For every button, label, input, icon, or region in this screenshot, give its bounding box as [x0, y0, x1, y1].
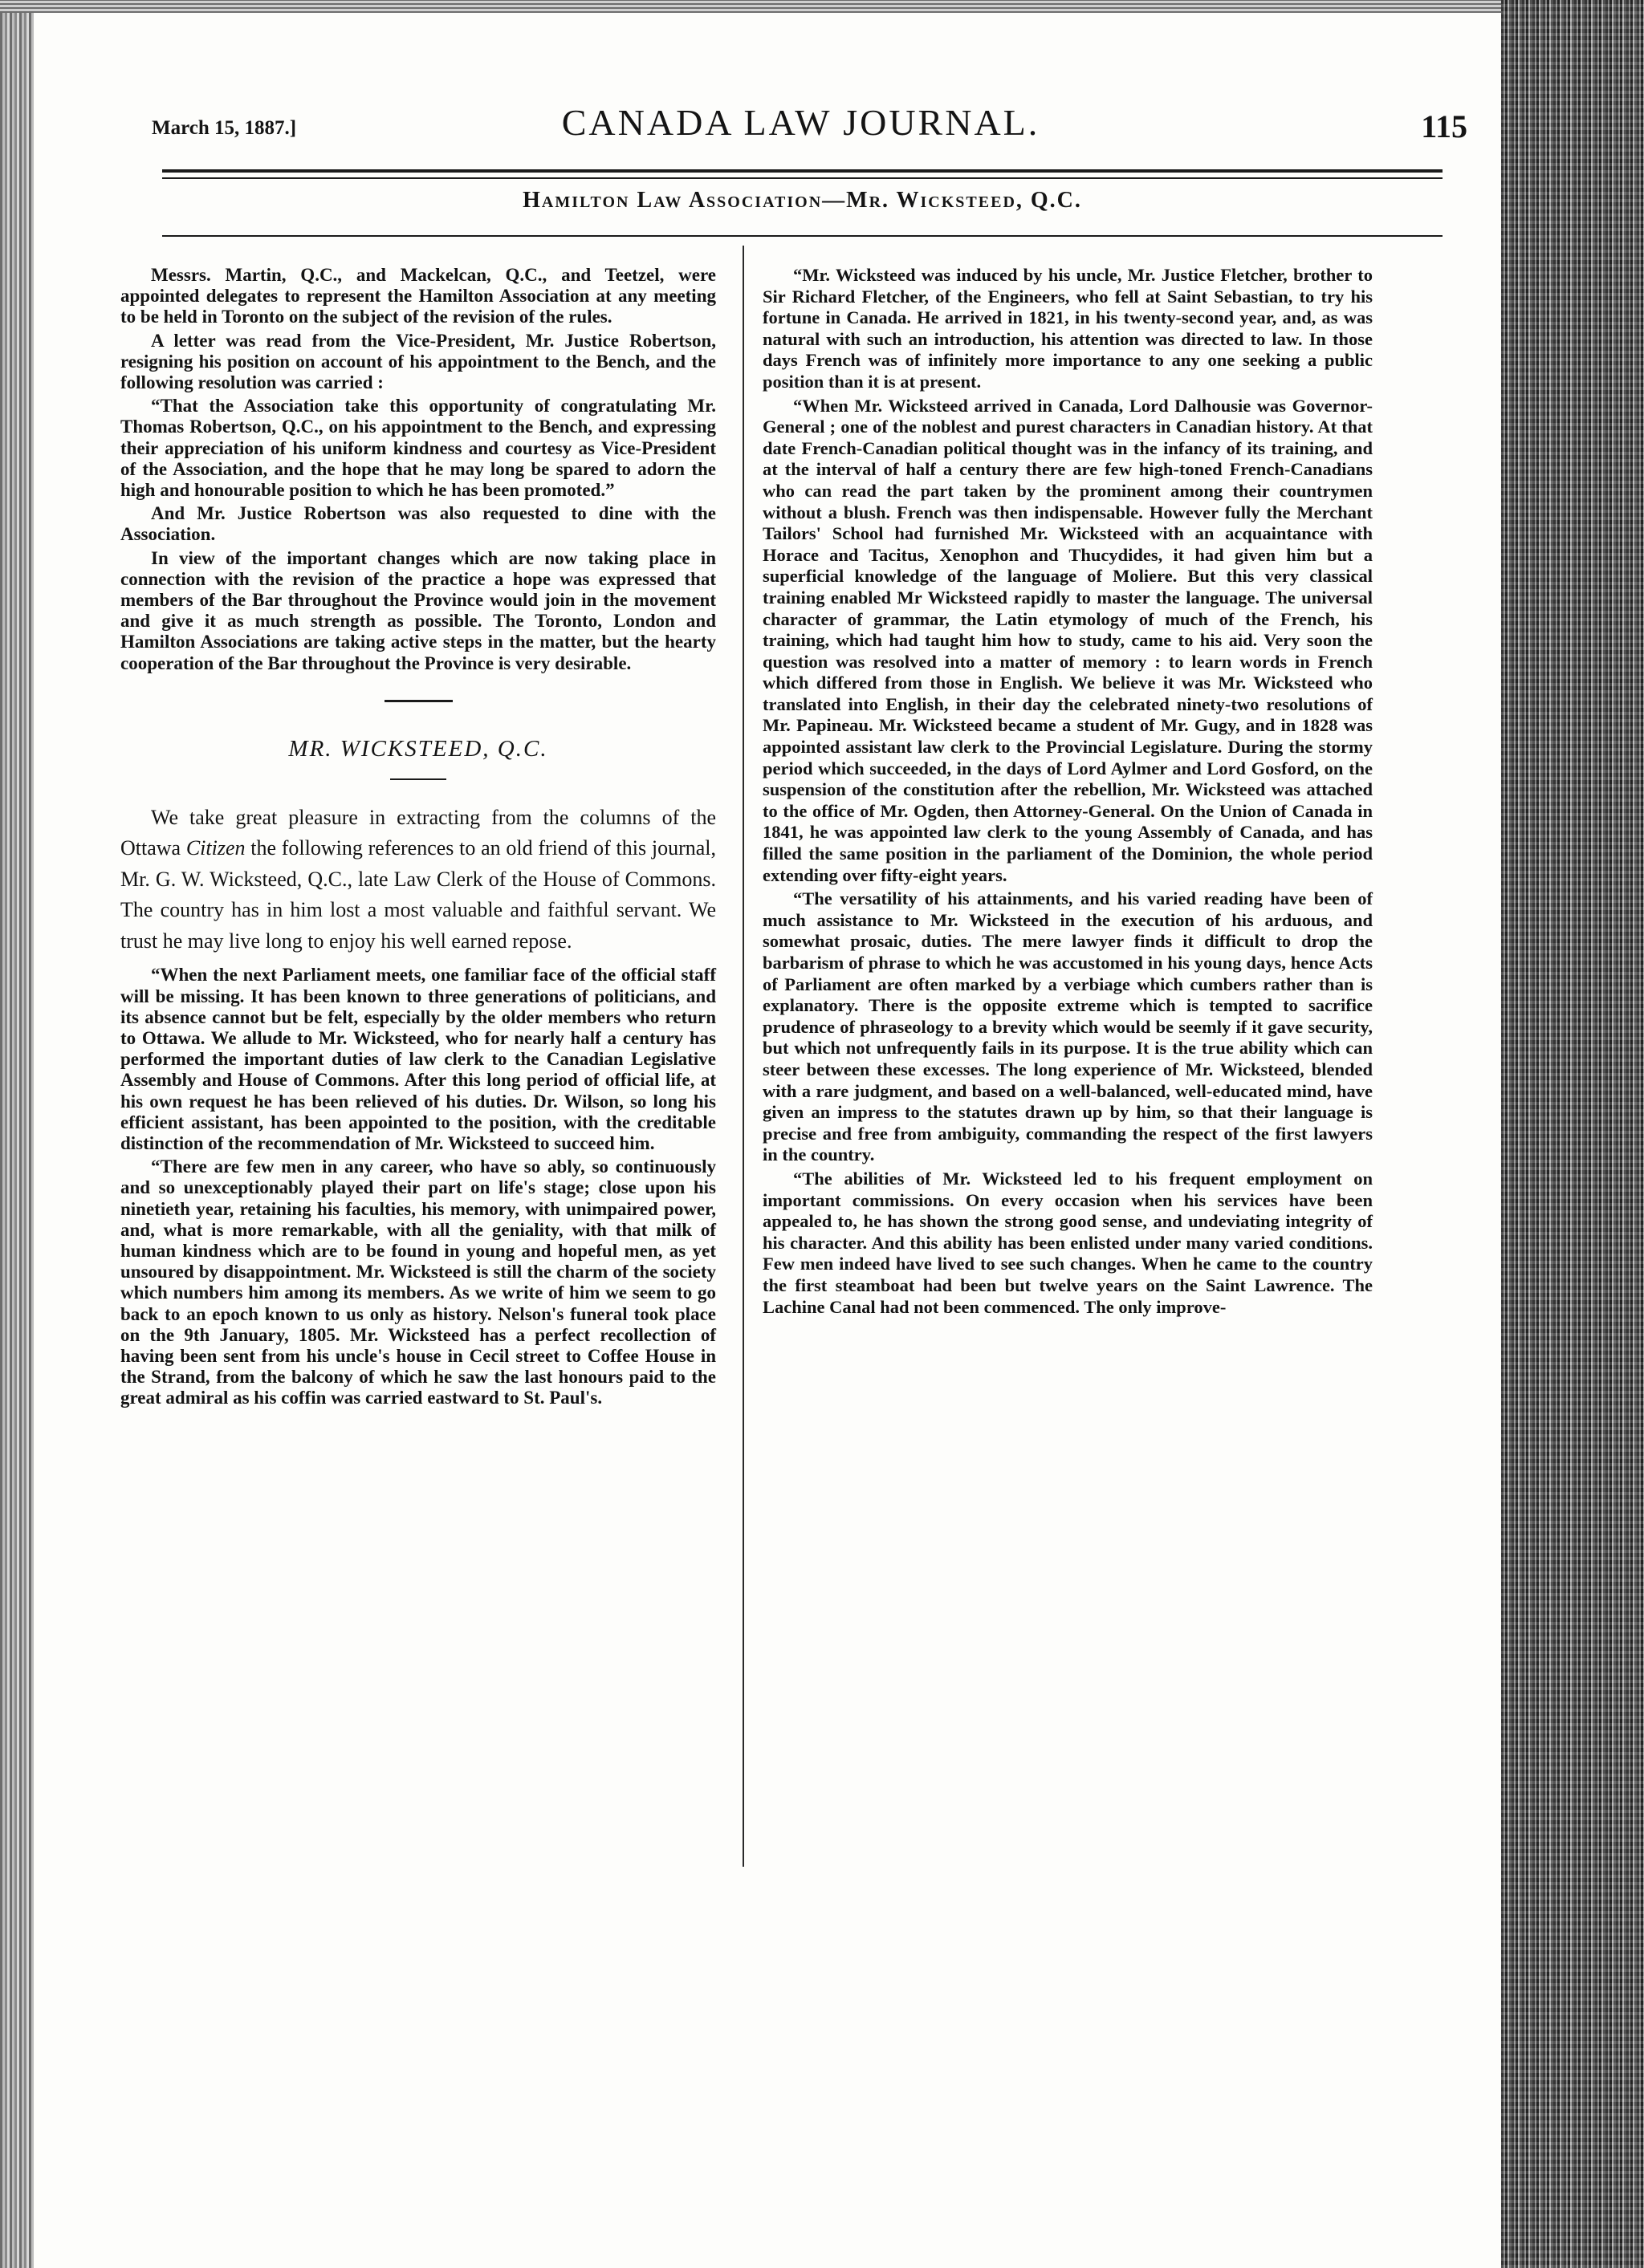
intro-text-after: the following references to an old friend of this journal, Mr. G. W. Wicksteed, Q.C., late Law Clerk of the House of Commons. The country has in him lost a most valuable and faithful servant. We trust he may live long to enjoy his well earned repose. [120, 836, 717, 953]
title-rule-top [385, 700, 453, 702]
running-header [116, 96, 1485, 152]
newspaper-name: Citizen [185, 836, 246, 860]
page-number: 115 [1421, 108, 1467, 144]
journal-title: CANADA LAW JOURNAL. [561, 102, 1040, 143]
quote-paragraph: “Mr. Wicksteed was induced by his uncle, Mr. Justice Fletcher, brother to Sir Richard Fletcher, of the Engineers, who fell at Saint Sebastian, to try his fortune in Canada. He arrived in 1821, in his twenty-second year, and, as was natural with such an introduction, his attention was directed to law. In those days French was of infinitely more importance to any one seeking a public position than it is at present. [763, 265, 1373, 392]
right-column [763, 265, 1373, 1320]
quote-paragraph: “The abilities of Mr. Wicksteed led to his frequent employment on important commissions. On every occasion when his services have been appealed to, he has shown the strong good sense, and undeviating integrity of his character. And this ability has been enlisted under many varied conditions. Few men indeed have lived to see such changes. When he came to the country the first steamboat had been but twelve years on the Saint Lawrence. The Lachine Canal had not been commenced. The only improve- [763, 1168, 1373, 1317]
header-date: March 15, 1887.] [152, 117, 297, 139]
header-rule-thick [162, 169, 1443, 173]
quote-paragraph: “When the next Parliament meets, one familiar face of the official staff will be missing. It has been known to three generations of politicians, and its absence cannot but be felt, especially by the older members who return to Ottawa. We allude to Mr. Wicksteed, who for nearly half a century has performed the important duties of law clerk to the Canadian Legislative Assembly and House of Commons. After this long period of official life, at his own request he has been relieved of his duties. Dr. Wilson, so long his efficient assistant, has been appointed to the position, with the creditable distinction of the recommendation of Mr. Wicksteed to succeed him. [120, 965, 716, 1153]
left-column [120, 265, 716, 1412]
section-title: Hamilton Law Association—Mr. Wicksteed, Q.C. [523, 188, 1082, 213]
paragraph: And Mr. Justice Robertson was also requested to dine with the Association. [120, 503, 716, 545]
paragraph: Messrs. Martin, Q.C., and Mackelcan, Q.C., and Teetzel, were appointed delegates to represent the Hamilton Association at any meeting to be held in Toronto on the subject of the revision of the rules. [120, 265, 716, 327]
column-divider [743, 246, 744, 1867]
intro-text-before: We take great pleasure in extracting from the columns of the Ottawa [120, 805, 716, 860]
quote-paragraph: “The versatility of his attainments, and his varied reading have been of much assistance to Mr. Wicksteed in the execution of his arduous, and somewhat prosaic, duties. The mere lawyer finds it difficult to drop the barbarism of phrase to which he was accustomed in his young days, hence Acts of Parliament are often marked by a verbiage which cumbers rather than is explanatory. There is the opposite extreme which is tempted to sacrifice prudence of phraseology to a brevity which would be seemly if it gave security, but which not unfrequently fails in its purpose. It is the true ability which can steer between these excesses. The long experience of Mr. Wicksteed, blended with a rare judgment, and based on a well-balanced, well-educated mind, have given an impress to the statutes drawn up by him, so that their language is precise and free from ambiguity, commanding the respect of the first lawyers in the country. [763, 888, 1373, 1165]
article-intro [120, 803, 716, 957]
scan-edge-top [0, 0, 1644, 13]
paragraph: In view of the important changes which are now taking place in connection with the revision of the practice a hope was expressed that members of the Bar throughout the Province would join in the movement and give it as much strength as possible. The Toronto, London and Hamilton Associations are taking active steps in the matter, but the hearty cooperation of the Bar throughout the Province is very desirable. [120, 547, 716, 673]
resolution-quote: “That the Association take this opportunity of congratulating Mr. Thomas Robertson, Q.C., on his appointment to the Bench, and expressing their appreciation of his uniform kindness and courtesy as Vice-President of the Association, and the hope that he may long be spared to adorn the high and honourable position to which he has been promoted.” [120, 396, 716, 501]
title-rule-bottom [390, 778, 446, 780]
quote-paragraph: “There are few men in any career, who have so ably, so continuously and so unexceptionably played their part on life's stage; close upon his ninetieth year, retaining his faculties, his memory, with unimpaired power, and, what is more remarkable, with all the geniality, with that milk of human kindness which are to be found in young and hopeful men, as yet unsoured by disappointment. Mr. Wicksteed is still the charm of the society which numbers him among its members. As we write of him we seem to go back to an epoch known to us only as history. Nelson's funeral took place on the 9th January, 1805. Mr. Wicksteed has a perfect recollection of having been sent from his uncle's house in Cecil street to Coffee House in the Strand, from the balcony of which he saw the last honours paid to the great admiral as his coffin was carried eastward to St. Paul's. [120, 1156, 716, 1408]
scan-edge-right [1501, 0, 1644, 2268]
article-title: MR. WICKSTEED, Q.C. [288, 735, 548, 762]
quote-paragraph: “When Mr. Wicksteed arrived in Canada, Lord Dalhousie was Governor-General ; one of the noblest and purest characters in Canadian history. At that date French-Canadian political thought was in the infancy of its training, and at the interval of half a century there are few high-toned French-Canadians who can read the part taken by the prominent among their countrymen without a blush. French was then indispensable. However fully the Merchant Tailors' School had furnished Mr. Wicksteed with an acquaintance with Horace and Tacitus, Xenophon and Thucydides, it had given him but a superficial knowledge of the language of Moliere. But this very classical training enabled Mr Wicksteed rapidly to master the language. The universal character of grammar, the Latin etymology of much of the French, his training, which had taught him how to study, came to his aid. Very soon the question was resolved into a matter of memory : to learn words in French which differed from those in English. We believe it was Mr. Wicksteed who translated into English, in their day the celebrated ninety-two resolutions of Mr. Papineau. Mr. Wicksteed became a student of Mr. Gugy, and in 1828 was appointed assistant law clerk to the Provincial Legislature. During the stormy period which succeeded, in the days of Lord Aylmer and Lord Gosford, on the suspension of the constitution after the rebellion, Mr. Wicksteed was attached to the office of Mr. Ogden, then Attorney-General. On the Union of Canada in 1841, he was appointed law clerk to the young Assembly of Canada, and has filled the same position in the parliament of the Dominion, the whole period extending over fifty-eight years. [763, 395, 1373, 885]
scan-edge-left [0, 0, 34, 2268]
header-rule-thin [162, 177, 1443, 179]
section-rule [162, 235, 1443, 237]
paragraph: A letter was read from the Vice-President, Mr. Justice Robertson, resigning his position on account of his appointment to the Bench, and the following resolution was carried : [120, 330, 716, 393]
